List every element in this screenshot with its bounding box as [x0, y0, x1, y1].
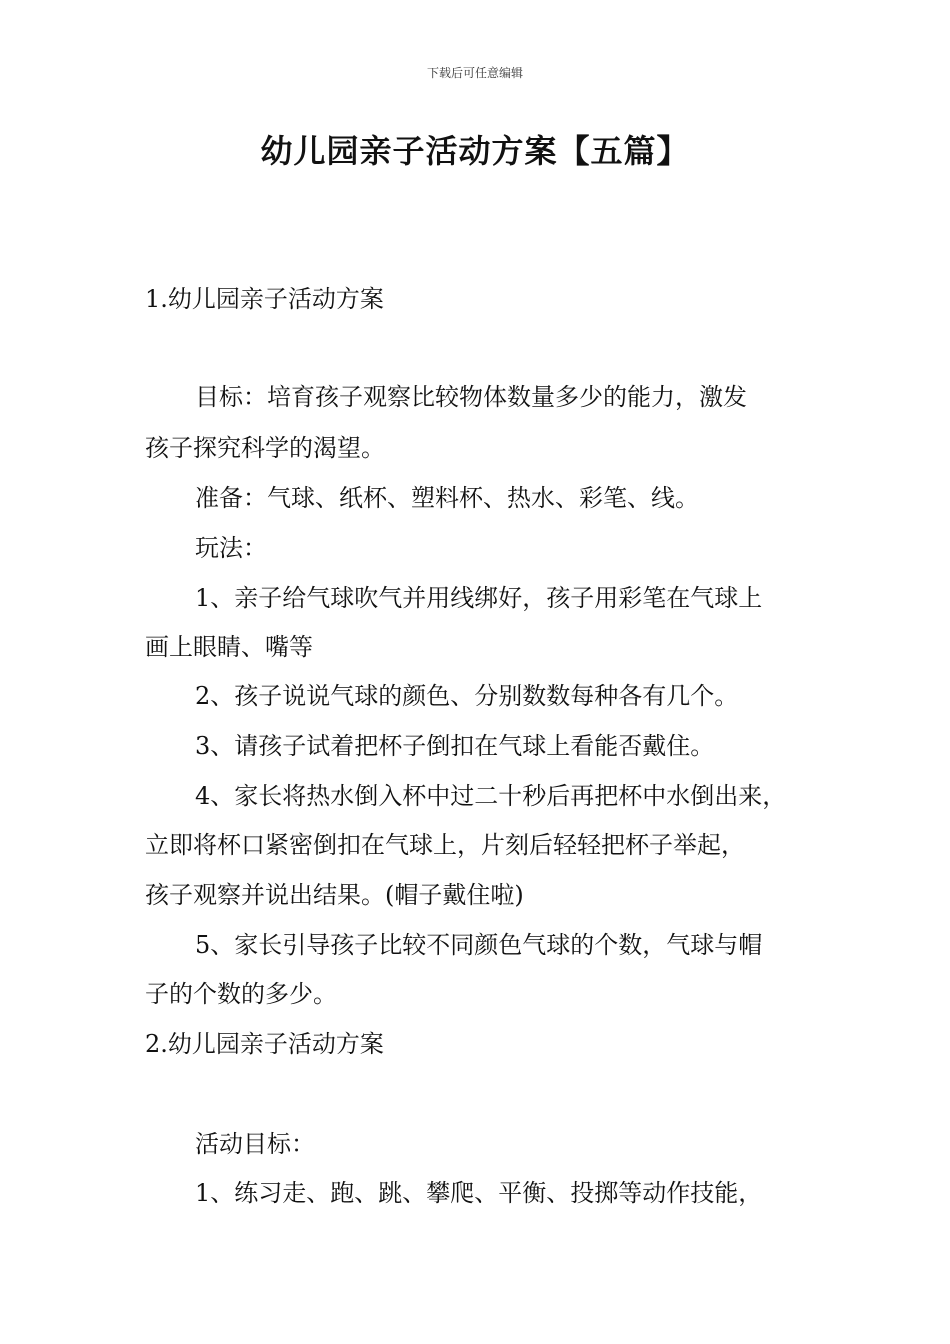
section-heading-2: 2.幼儿园亲子活动方案	[145, 1030, 384, 1058]
paragraph-line: 活动目标：	[195, 1130, 315, 1158]
paragraph-line: 立即将杯口紧密倒扣在气球上，片刻后轻轻把杯子举起，	[145, 831, 745, 859]
paragraph-line: 目标：培育孩子观察比较物体数量多少的能力，激发	[195, 383, 747, 411]
section-heading-1: 1.幼儿园亲子活动方案	[145, 285, 384, 313]
paragraph-line: 准备：气球、纸杯、塑料杯、热水、彩笔、线。	[195, 484, 699, 512]
header-note: 下载后可任意编辑	[426, 66, 523, 80]
paragraph-line: 子的个数的多少。	[145, 980, 337, 1008]
paragraph-line: 5、家长引导孩子比较不同颜色气球的个数，气球与帽	[195, 931, 763, 959]
paragraph-line: 1、练习走、跑、跳、攀爬、平衡、投掷等动作技能，	[195, 1179, 763, 1207]
paragraph-line: 孩子探究科学的渴望。	[145, 434, 385, 462]
paragraph-line: 孩子观察并说出结果。(帽子戴住啦)	[145, 881, 524, 909]
paragraph-line: 2、孩子说说气球的颜色、分别数数每种各有几个。	[195, 682, 739, 710]
document-title: 幼儿园亲子活动方案【五篇】	[260, 132, 690, 170]
paragraph-line: 3、请孩子试着把杯子倒扣在气球上看能否戴住。	[195, 732, 715, 760]
paragraph-line: 画上眼睛、嘴等	[145, 633, 313, 661]
paragraph-line: 4、家长将热水倒入杯中过二十秒后再把杯中水倒出来，	[195, 782, 787, 810]
paragraph-line: 玩法：	[195, 534, 267, 562]
paragraph-line: 1、亲子给气球吹气并用线绑好，孩子用彩笔在气球上	[195, 584, 763, 612]
